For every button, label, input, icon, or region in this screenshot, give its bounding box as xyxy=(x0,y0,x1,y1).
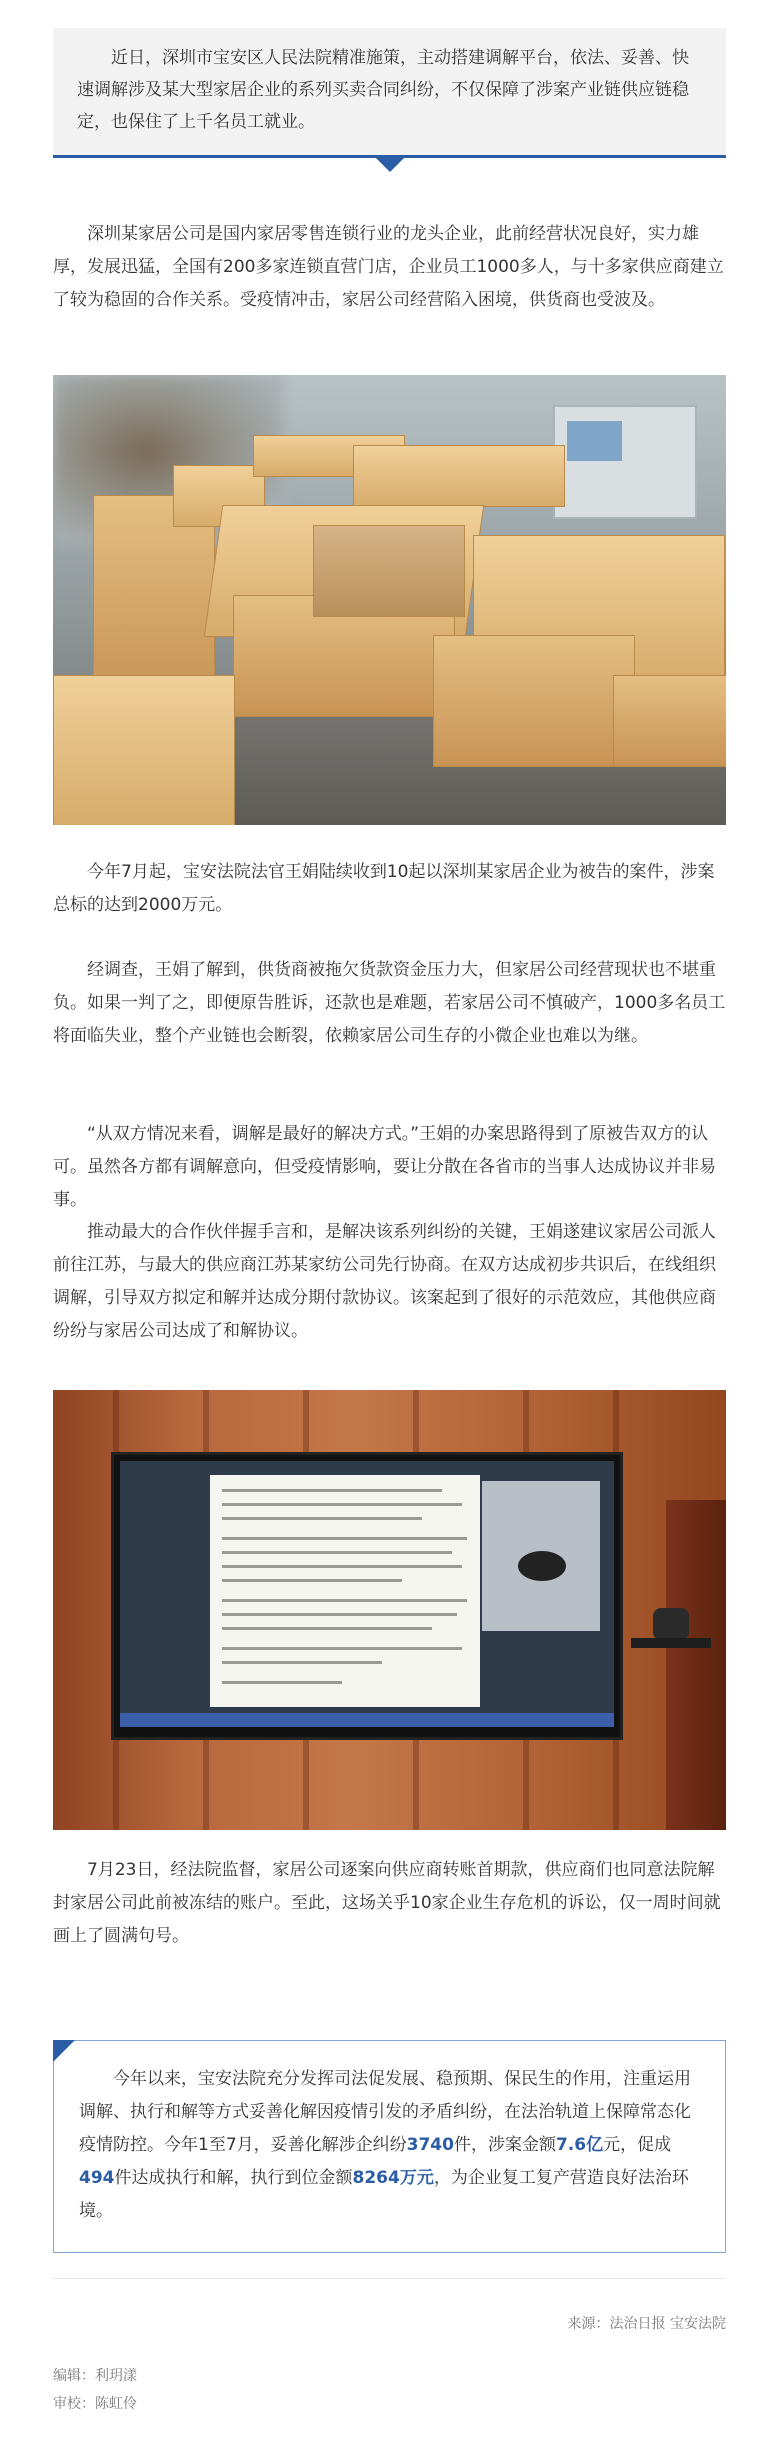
online-mediation-screen-photo xyxy=(53,1390,726,1830)
paragraph-4: “从双方情况来看，调解是最好的解决方式。”王娟的办案思路得到了原被告双方的认可。虽然各方都有调解意向，但受疫情影响，要让分散在各省市的当事人达成协议并非易事。 xyxy=(53,1124,716,1210)
corner-accent-icon xyxy=(53,2040,75,2062)
paragraph-5: 推动最大的合作伙伴握手言和，是解决该系列纠纷的关键，王娟遂建议家居公司派人前往江苏，与最大的供应商江苏某家纺公司先行协商。在双方达成初步共识后，在线组织调解，引导双方拟定和解并达成分期付款协议。该案起到了很好的示范效应，其他供应商纷纷与家居公司达成了和解协议。 xyxy=(53,1222,716,1341)
furniture-factory-photo xyxy=(53,375,726,825)
source-credit: 来源：法治日报 宝安法院 xyxy=(567,2316,726,2332)
stat-disputes: 3740 xyxy=(406,2135,454,2155)
paragraph-1: 深圳某家居公司是国内家居零售连锁行业的龙头企业，此前经营状况良好，实力雄厚，发展迅猛，全国有200多家连锁直营门店，企业员工1000多人，与十多家供应商建立了较为稳固的合作关系。受疫情冲击，家居公司经营陷入困境，供货商也受波及。 xyxy=(53,224,724,310)
reviewer-credit: 审校：陈虹伶 xyxy=(53,2396,137,2412)
stat-settlements: 494 xyxy=(79,2168,115,2188)
summary-text: 今年以来，宝安法院充分发挥司法促发展、稳预期、保民生的作用，注重运用调解、执行和解等方式妥善化解因疫情引发的矛盾纠纷，在法治轨道上保障常态化疫情防控。今年1至7月，妥善化解涉企纠纷3740件，涉案金额7.6亿元，促成494件达成执行和解，执行到位金额8264万元，为企业复工复产营造良好法治环境。 xyxy=(79,2069,691,2221)
stat-executed-amount: 8264万元 xyxy=(352,2168,434,2188)
paragraph-6: 7月23日，经法院监督，家居公司逐案向供应商转账首期款，供应商们也同意法院解封家居公司此前被冻结的账户。至此，这场关乎10家企业生存危机的诉讼，仅一周时间就画上了圆满句号。 xyxy=(53,1860,721,1946)
intro-text: 近日，深圳市宝安区人民法院精准施策，主动搭建调解平台，依法、妥善、快速调解涉及某大型家居企业的系列买卖合同纠纷，不仅保障了涉案产业链供应链稳定，也保住了上千名员工就业。 xyxy=(77,48,689,132)
paragraph-3: 经调查，王娟了解到，供货商被拖欠货款资金压力大，但家居公司经营现状也不堪重负。如果一判了之，即便原告胜诉，还款也是难题，若家居公司不慎破产，1000多名员工将面临失业，整个产业链也会断裂，依赖家居公司生存的小微企业也难以为继。 xyxy=(53,960,726,1046)
editor-credit: 编辑：利玥漾 xyxy=(53,2368,137,2384)
stat-amount: 7.6亿 xyxy=(555,2135,604,2155)
paragraph-2: 今年7月起，宝安法院法官王娟陆续收到10起以深圳某家居企业为被告的案件，涉案总标的达到2000万元。 xyxy=(53,862,715,915)
summary-box xyxy=(53,2040,726,2253)
intro-arrow-icon xyxy=(376,158,404,172)
intro-box xyxy=(53,28,726,158)
divider xyxy=(53,2278,726,2279)
camera-icon xyxy=(653,1608,689,1640)
